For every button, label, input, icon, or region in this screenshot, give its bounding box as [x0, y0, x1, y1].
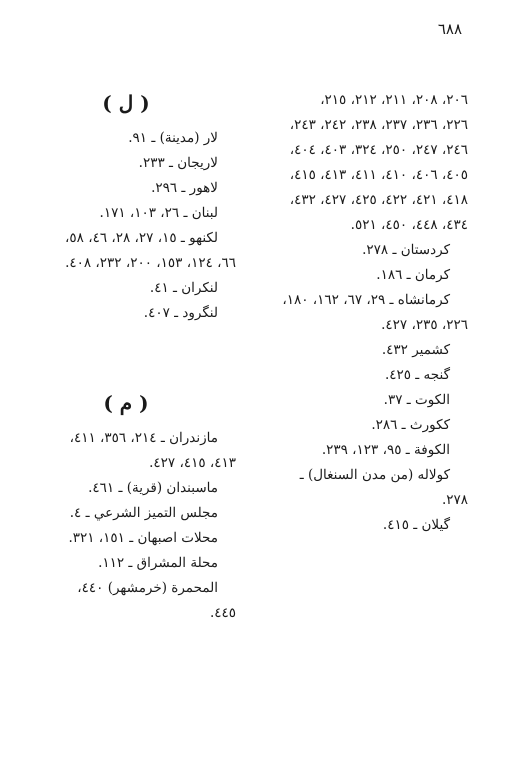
index-entry: كشمير ٤٣٢.	[381, 342, 450, 358]
index-line: ٤١٨، ٤٢١، ٤٢٢، ٤٢٥، ٤٢٧، ٤٣٢،	[289, 192, 468, 208]
section-header-mim: ( م )	[103, 391, 149, 415]
index-entry: مازندران ـ ٢١٤، ٣٥٦، ٤١١،	[69, 430, 218, 446]
index-line: ٢٤٦، ٢٤٧، ٢٥٠، ٣٢٤، ٤٠٣، ٤٠٤،	[289, 142, 468, 158]
index-line: ٢٢٦، ٢٣٥، ٤٢٧.	[381, 317, 468, 333]
index-line: ٤٤٥.	[209, 605, 236, 621]
index-line: ٦٦، ١٢٤، ١٥٣، ٢٠٠، ٢٣٢، ٤٠٨.	[65, 255, 236, 271]
index-line: ٤٠٥، ٤٠٦، ٤١٠، ٤١١، ٤١٣، ٤١٥،	[289, 167, 468, 183]
index-entry: مجلس التميز الشرعي ـ ٤.	[69, 505, 218, 521]
index-line: ٢٢٦، ٢٣٦، ٢٣٧، ٢٣٨، ٢٤٢، ٢٤٣،	[289, 117, 468, 133]
index-entry: لاريجان ـ ٢٣٣.	[138, 155, 218, 171]
index-line: ٤١٣، ٤١٥، ٤٢٧.	[149, 455, 236, 471]
index-entry: لنگرود ـ ٤٠٧.	[143, 305, 218, 321]
index-entry: محلات اصبهان ـ ١٥١، ٣٢١.	[68, 530, 218, 546]
page-number: ٦٨٨	[437, 20, 462, 38]
index-entry: ماسبندان (قرية) ـ ٤٦١.	[88, 480, 218, 496]
index-entry: محلة المشراق ـ ١١٢.	[98, 555, 218, 571]
index-entry: كولاله (من مدن السنغال) ـ	[299, 467, 450, 483]
index-entry: كرمان ـ ١٨٦.	[376, 267, 450, 283]
index-entry: ككورث ـ ٢٨٦.	[371, 417, 450, 433]
index-entry: لاهور ـ ٢٩٦.	[151, 180, 218, 196]
index-entry: لكنهو ـ ١٥، ٢٧، ٢٨، ٤٦، ٥٨،	[65, 230, 218, 246]
index-line: ٢٧٨.	[441, 492, 468, 508]
index-line: ٢٠٦، ٢٠٨، ٢١١، ٢١٢، ٢١٥،	[320, 92, 468, 108]
index-entry: لار (مدينة) ـ ٩١.	[128, 130, 218, 146]
index-entry: الكوت ـ ٣٧.	[383, 392, 450, 408]
index-entry: لبنان ـ ٢٦، ١٠٣، ١٧١.	[99, 205, 218, 221]
index-entry: الكوفة ـ ٩٥، ١٢٣، ٢٣٩.	[321, 442, 450, 458]
section-header-lam: ( ل )	[102, 91, 150, 115]
index-column-right	[268, 88, 468, 538]
index-column-left	[40, 88, 236, 626]
index-entry: المحمرة (خرمشهر) ٤٤٠،	[77, 580, 218, 596]
index-line: ٤٣٤، ٤٤٨، ٤٥٠، ٥٢١.	[350, 217, 468, 233]
index-entry: كرمانشاه ـ ٢٩، ٦٧، ١٦٢، ١٨٠،	[282, 292, 450, 308]
section-spacer	[40, 326, 236, 388]
index-entry: كردستان ـ ٢٧٨.	[362, 242, 450, 258]
index-entry: گنجه ـ ٤٢٥.	[384, 367, 450, 383]
index-entry: گيلان ـ ٤١٥.	[382, 517, 450, 533]
index-entry: لنكران ـ ٤١.	[149, 280, 218, 296]
